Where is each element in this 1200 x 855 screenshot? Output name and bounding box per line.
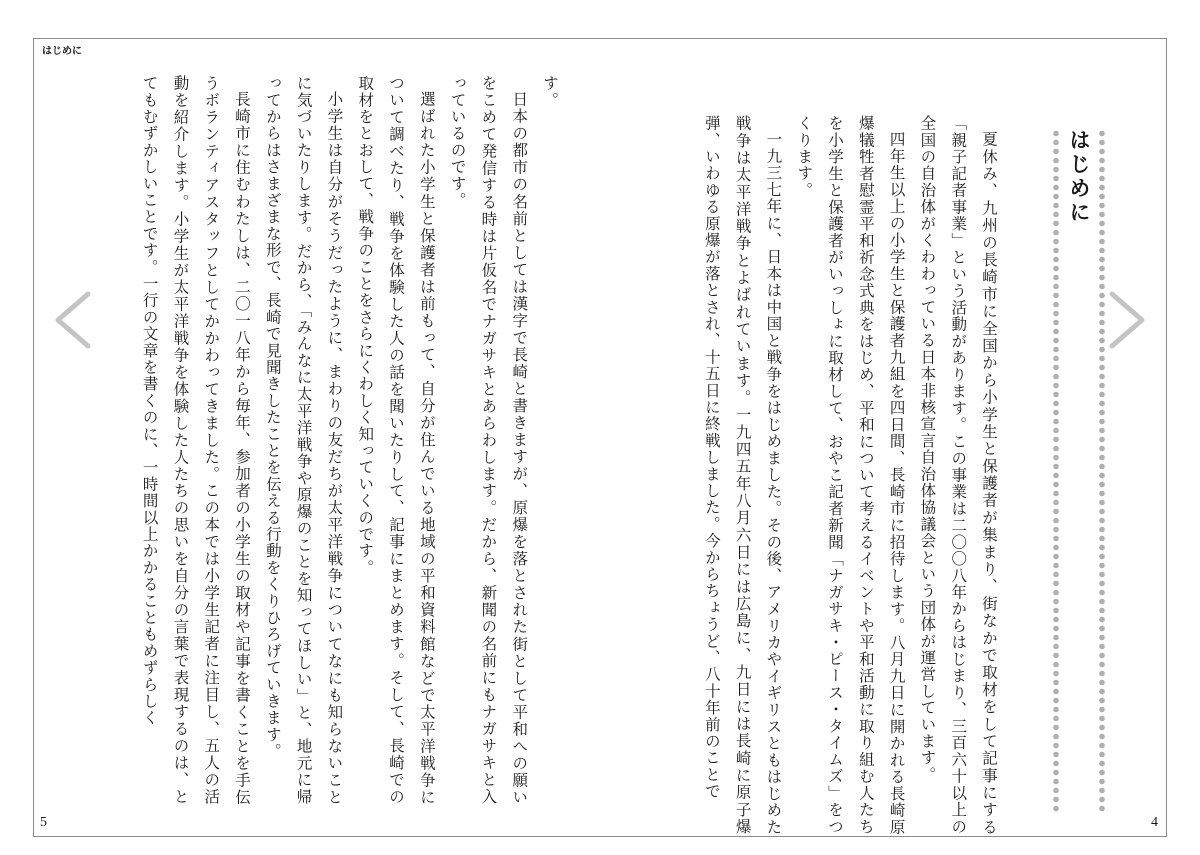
- chapter-title: はじめに: [1067, 129, 1091, 225]
- right-page-body: [696, 115, 1004, 835]
- paragraph: 長崎市に住むわたしは、二〇一八年から毎年、参加者の小学生の取材や記事を書くことを手伝うボランティアスタッフとしてかかわってきました。この本では小学生記者に注目し、五人の活動を紹介します。小学生が太平洋戦争を体験した人たちの思いを自分の言葉で表現するのは、とてもむずかしいことです。一行の文章を書くのに、一時間以上かかることもめずらしく: [140, 75, 252, 805]
- page-number-left: 5: [40, 815, 47, 830]
- paragraph: 選ばれた小学生と保護者は前もって、自分が住んでいる地域の平和資料館などで太平洋戦争について調べたり、戦争を体験した人の話を聞いたりして、記事にまとめます。そして、長崎での取材をとおして、戦争のことをさらにくわしく知っていくのです。: [356, 75, 436, 805]
- paragraph: 小学生は自分がそうだったように、まわりの友だちが太平洋戦争についてなにも知らないことに気づいたりします。だから、「みんなに太平洋戦争や原爆のことを知ってほしい」と、地元に帰ってからはさまざまな形で、長崎で見聞きしたことを伝える行動をくりひろげていきます。: [263, 75, 344, 805]
- book-spread: [33, 38, 1167, 837]
- dotted-ornament-border: [1098, 129, 1106, 814]
- paragraph: す。: [541, 75, 559, 109]
- left-page: [34, 39, 601, 836]
- paragraph: 一九三七年に、日本は中国と戦争をはじめました。その後、アメリカやイギリスともはじめた戦争は太平洋戦争とよばれています。一九四五年八月六日には広島に、九日には長崎に原子爆弾、いわゆる原爆が落とされ、十五日に終戦しました。今からちょうど、八十年前のことで: [702, 115, 783, 835]
- chevron-right-icon[interactable]: [1104, 290, 1150, 350]
- paragraph: 四年生以上の小学生と保護者九組を四日間、長崎市に招待します。八月九日に開かれる長崎原爆犠牲者慰霊平和祈念式典をはじめ、平和について考えるイベントや平和活動に取り組む人たちを小学生と保護者がいっしょに取材して、おやこ記者新聞「ナガサキ・ピース・タイムズ」をつくります。: [795, 115, 906, 835]
- chevron-left-icon[interactable]: [50, 290, 96, 350]
- left-page-body: [134, 75, 565, 805]
- paragraph: 日本の都市の名前としては漢字で長崎と書きますが、原爆を落とされた街として平和への願いをこめて発信する時は片仮名でナガサキとあらわします。だから、新聞の名前にもナガサキと入っているのです。: [448, 75, 529, 805]
- running-head: はじめに: [42, 46, 82, 57]
- paragraph: 夏休み、九州の長崎市に全国から小学生と保護者が集まり、街なかで取材をして記事にする「親子記者事業」という活動があります。この事業は二〇〇八年からはじまり、三百六十以上の全国の自治体がくわわっている日本非核宣言自治体協議会という団体が運営しています。: [918, 115, 998, 835]
- dotted-ornament-border: [1052, 129, 1060, 814]
- right-page: [601, 39, 1168, 836]
- page-number-right: 4: [1151, 815, 1158, 830]
